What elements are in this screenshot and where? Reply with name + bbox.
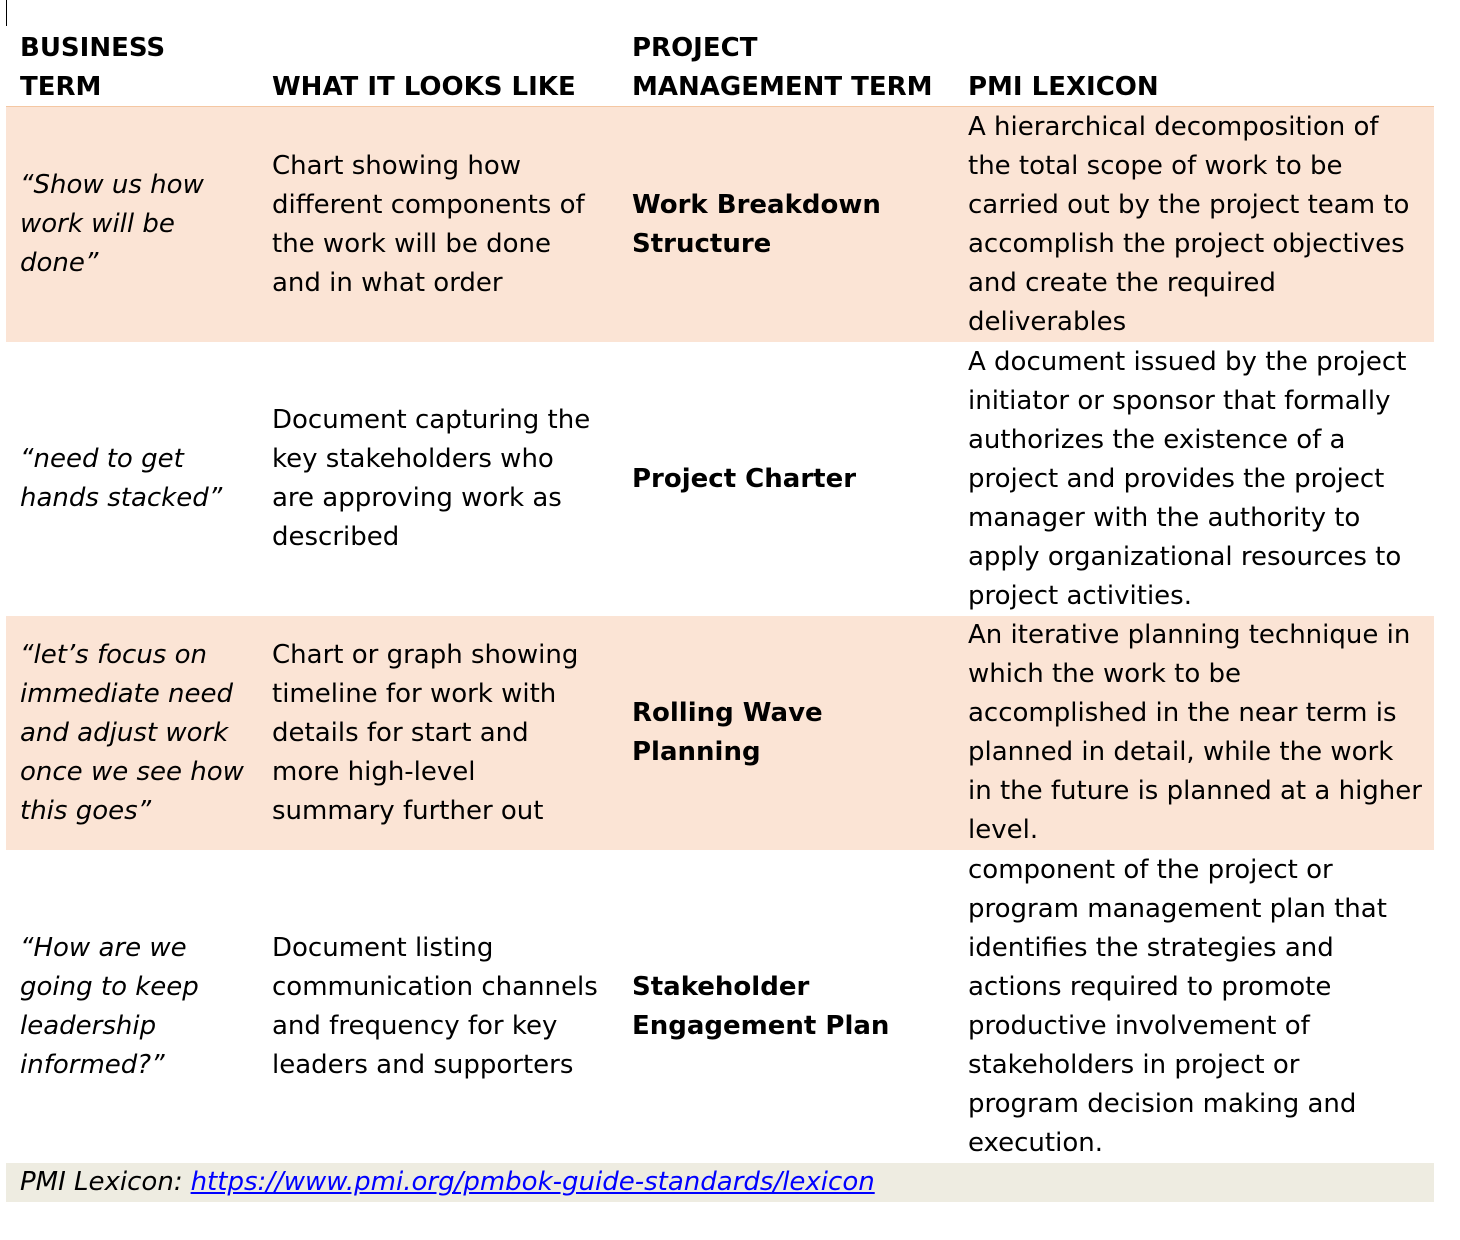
definition-cell: A document issued by the project initiator or sponsor that formally authorizes the existence of a project and provides the project manager with the authority to apply organizational resources to project activities.	[968, 346, 1407, 611]
table-row	[6, 107, 1434, 342]
business-term-cell: “Show us how work will be done”	[20, 170, 204, 278]
table-header-row	[6, 29, 1434, 107]
business-term-cell: “How are we going to keep leadership informed?”	[20, 932, 199, 1080]
pm-term-cell: Stakeholder Engagement Plan	[632, 971, 890, 1041]
pm-term-cell: Project Charter	[632, 463, 857, 494]
table-row	[6, 616, 1434, 850]
business-term-cell: “need to get hands stacked”	[20, 444, 223, 513]
header-business-term: BUSINESS TERM	[20, 33, 166, 102]
business-term-cell: “let’s focus on immediate need and adjust work once we see how this goes”	[20, 639, 244, 826]
pm-term-cell: Work Breakdown Structure	[632, 189, 881, 259]
pm-term-cell: Rolling Wave Planning	[632, 698, 823, 767]
looks-like-cell: Document capturing the key stakeholders who are approving work as described	[272, 405, 591, 552]
definition-cell: component of the project or program management plan that identifies the strategies and actions required to promote productive involvement of stakeholders in project or program decision making and execution.	[968, 854, 1387, 1158]
definition-cell: A hierarchical decomposition of the total scope of work to be carried out by the project team to accomplish the project objectives and create the required deliverables	[968, 111, 1410, 337]
definition-cell: An iterative planning technique in which the work to be accomplished in the near term is planned in detail, while the work in the future is planned at a higher level.	[968, 620, 1422, 845]
table-row	[6, 342, 1434, 616]
terms-table	[6, 29, 1434, 1202]
table-row	[6, 850, 1434, 1163]
looks-like-cell: Chart or graph showing timeline for work with details for start and more high-level summary further out	[272, 639, 579, 826]
header-what-it-looks-like: WHAT IT LOOKS LIKE	[272, 72, 576, 102]
pmi-lexicon-link[interactable]: https://www.pmi.org/pmbok-guide-standards/lexicon	[190, 1167, 875, 1197]
header-pmi-lexicon: PMI LEXICON	[968, 72, 1159, 102]
footer-label: PMI Lexicon:	[20, 1167, 183, 1197]
footer-source-row	[6, 1163, 1434, 1202]
text-cursor	[6, 0, 7, 26]
looks-like-cell: Document listing communication channels and frequency for key leaders and supporters	[272, 932, 598, 1080]
header-project-management-term: PROJECT MANAGEMENT TERM	[632, 33, 933, 102]
looks-like-cell: Chart showing how different components of the work will be done and in what order	[272, 150, 585, 298]
